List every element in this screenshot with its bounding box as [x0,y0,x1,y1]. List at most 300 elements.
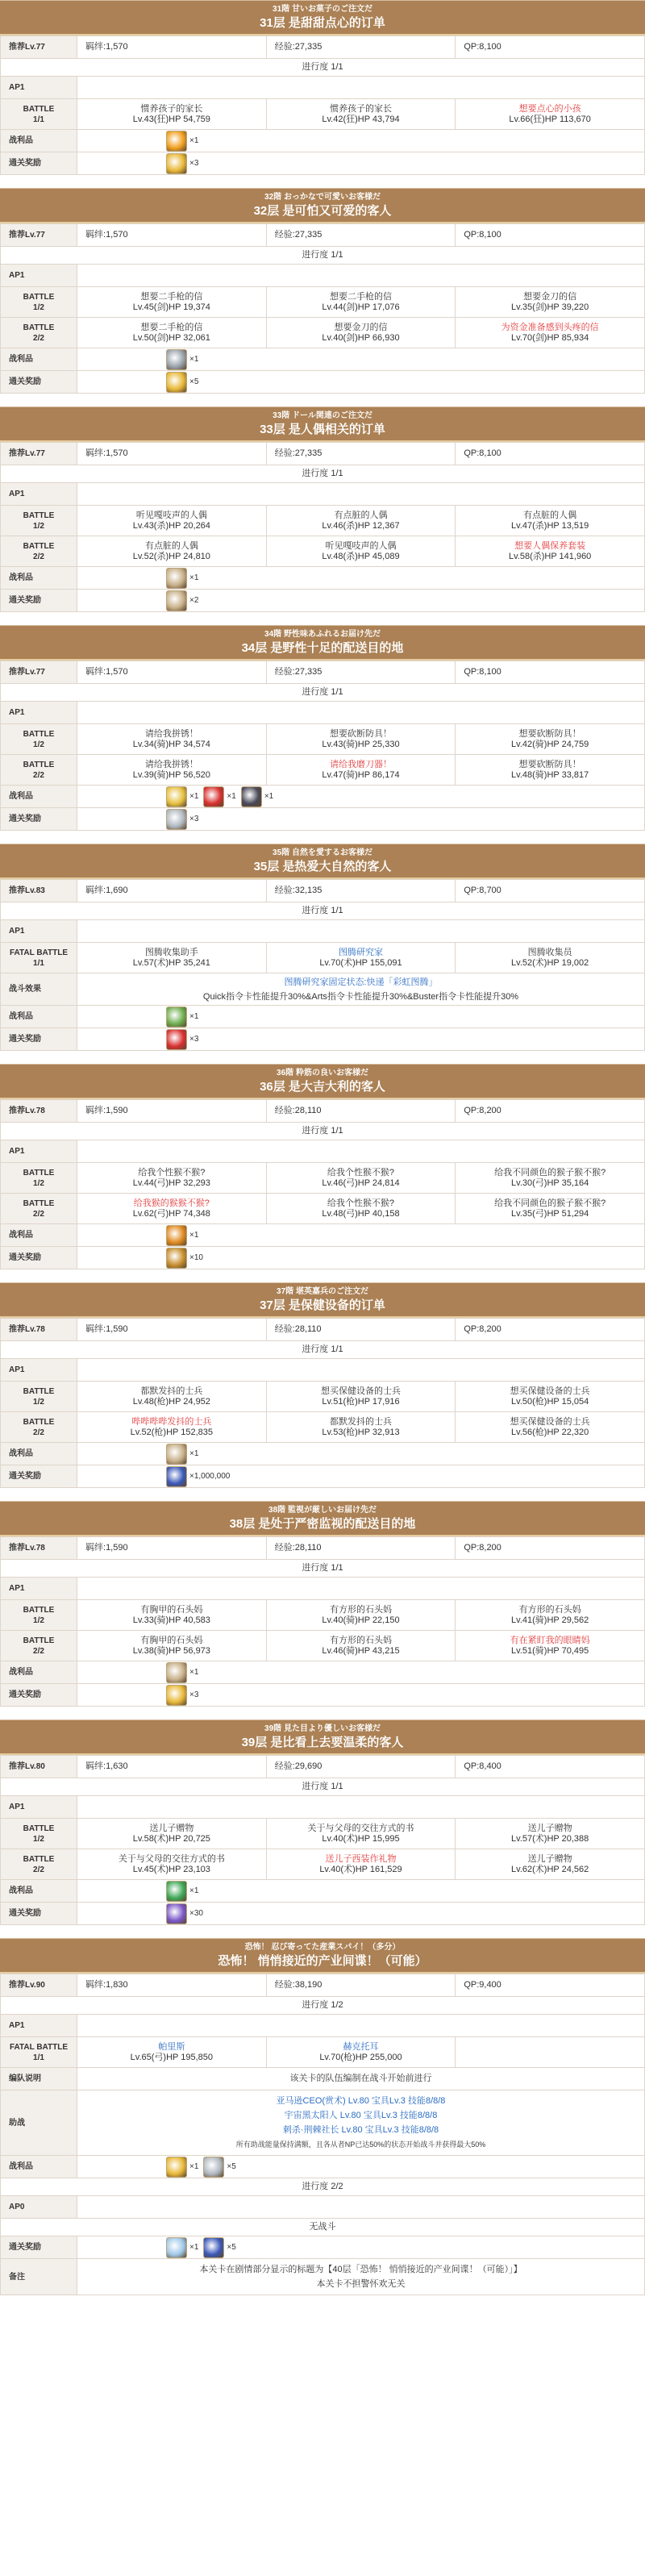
battle-type: BATTLE [23,1198,55,1208]
ap-cost: AP1 [1,920,77,943]
exp-label: 经验: [274,1324,295,1334]
bond-number: 1,830 [106,1980,128,1990]
drops-cell [77,348,645,371]
battle-type: BATTLE [23,1417,55,1427]
recommend-level: 推荐Lv.77 [1,443,77,465]
item-quantity: ×1 [264,792,274,801]
ap-cost: AP0 [1,2196,77,2219]
item-entry[interactable] [166,1225,198,1246]
item-quantity: ×3 [189,159,199,168]
enemy-name: 给我不同颜色的猴子猴不猴? [494,1167,606,1178]
battle-wave: 2/2 [33,1646,44,1656]
section-subtitle: 39階 見た目より優しいお客様だ [264,1724,381,1733]
exp-number: 28,110 [294,1106,322,1115]
bond-value [77,224,267,247]
qp-number: 8,700 [479,886,501,895]
battle-type: BATTLE [23,323,55,332]
progress-text-row [1,1341,645,1359]
stats-row [1,1974,645,1997]
clear-reward-label: 通关奖励 [1,1903,77,1925]
drops-label: 战利品 [1,130,77,152]
item-entry[interactable] [166,153,198,174]
enemy-name: 关于与父母的交往方式的书 [307,1823,414,1833]
enemy-name: 想要人偶保养套装 [514,540,586,551]
item-quantity: ×1 [189,1668,199,1677]
formation-label: 编队说明 [1,2068,77,2090]
item-quantity: ×1 [189,1449,199,1458]
enemy-stats: Lv.46(骑)HP 43,215 [322,1645,400,1656]
exp-number: 29,690 [294,1761,322,1771]
enemy-name: 送儿子赠物 [527,1853,572,1864]
exp-value [266,1974,456,1997]
clear-reward-cell [77,1903,645,1925]
enemy-stats: Lv.53(枪)HP 32,913 [322,1427,400,1437]
item-quantity: ×5 [227,2162,236,2171]
battle-row [1,1194,645,1224]
battle-label [1,1194,77,1224]
qp-label: QP: [464,1324,480,1334]
drops-label: 战利品 [1,786,77,808]
battle-type: BATTLE [23,104,55,114]
qp-value [456,1756,645,1778]
gold-pot-icon [166,786,187,807]
item-entry[interactable] [166,1662,198,1683]
bond-value [77,1974,267,1997]
quest-section [0,406,645,612]
battle-row [1,1163,645,1194]
progress-text: 进行度 1/2 [1,1997,645,2015]
clear-reward-label: 通关奖励 [1,1028,77,1051]
bond-number: 1,570 [106,42,128,52]
enemy-cell [456,1819,645,1849]
enemy-cell [456,1849,645,1880]
section-header [0,1938,645,1974]
drops-cell [77,130,645,152]
enemy-stats: Lv.58(术)HP 20,725 [132,1833,210,1844]
battle-label [1,2037,77,2068]
drops-label: 战利品 [1,1880,77,1903]
drops-row [1,348,645,371]
enemy-cell [456,318,645,348]
exp-number: 27,335 [294,42,322,52]
qp-value [456,1537,645,1560]
item-entry[interactable] [166,2237,198,2258]
clear-reward-row [1,1028,645,1051]
enemy-stats: Lv.40(剑)HP 66,930 [322,332,400,343]
battle-type: BATTLE [23,292,55,302]
enemy-cell [77,1600,267,1631]
exp-number: 27,335 [294,448,322,458]
clear-reward-cell [77,1247,645,1269]
item-quantity: ×1 [189,573,199,582]
remarks-cell [77,2259,645,2295]
battle-label [1,506,77,536]
item-entry[interactable] [241,786,273,807]
item-entry[interactable] [166,1466,230,1487]
ap-row [1,265,645,287]
drops-row [1,1443,645,1465]
quest-table [0,1536,645,1707]
bond-value [77,880,267,902]
item-entry[interactable] [166,349,198,370]
green-leaf-icon [166,1007,187,1027]
quest-section [0,1719,645,1925]
enemy-name: 想要砍断防具！ [518,759,581,769]
enemy-stats: Lv.48(枪)HP 24,952 [132,1396,210,1407]
enemy-stats: Lv.46(杀)HP 12,367 [322,520,400,531]
qp-number: 8,100 [479,667,501,677]
enemy-cell [266,287,456,318]
enemy-cell [77,1819,267,1849]
enemy-cell [77,755,267,786]
silver-gear-icon [166,349,187,370]
bond-value [77,661,267,684]
enemy-stats: Lv.44(弓)HP 32,293 [132,1178,210,1188]
battle-label [1,724,77,755]
clear-reward-label: 通关奖励 [1,1247,77,1269]
exp-value [266,1319,456,1341]
bond-value [77,36,267,59]
battle-type: BATTLE [23,1824,55,1833]
item-quantity: ×10 [189,1253,203,1262]
progress-text: 进行度 1/1 [1,1341,645,1359]
battle-wave: 1/1 [33,958,44,968]
clear-reward-cell [77,1028,645,1051]
item-entry[interactable] [166,1685,198,1706]
enemy-name: 给我个性猴不猴? [138,1167,206,1178]
enemy-stats: Lv.51(枪)HP 17,916 [322,1396,400,1407]
bond-value [77,1100,267,1123]
drops-cell [77,2156,645,2178]
remarks-label: 备注 [1,2259,77,2295]
bond-label: 羁绊: [85,1106,106,1115]
clear-reward-cell [77,590,645,612]
stats-row [1,880,645,902]
clear-reward-cell [77,808,645,831]
section-header [0,1282,645,1318]
enemy-name: 想要二手枪的信 [329,291,392,302]
drops-cell [77,1661,645,1684]
qp-value [456,224,645,247]
item-quantity: ×1 [189,1886,199,1895]
clear-reward-cell [77,371,645,394]
enemy-name: 想要二手枪的信 [140,322,203,332]
qp-value [456,661,645,684]
stats-row [1,224,645,247]
exp-value [266,443,456,465]
item-entry[interactable] [166,1881,198,1902]
item-entry[interactable] [166,590,198,611]
effect-line-1: 图腾研究家固定状态:快递「彩虹图腾」 [284,977,438,987]
item-entry[interactable] [203,786,235,807]
enemy-stats: Lv.70(剑)HP 85,934 [511,332,589,343]
item-entry[interactable] [166,2157,198,2178]
formation-cell: 该关卡的队伍编制在战斗开始前进行 [77,2068,645,2090]
enemy-name: 惯养孩子的家长 [329,103,392,114]
section-title: 33层 是人偶相关的订单 [260,423,385,436]
clear-reward-cell [77,1465,645,1488]
enemy-stats: Lv.57(术)HP 35,241 [132,957,210,968]
battle-wave: 1/1 [33,2053,44,2062]
ap-cost: AP1 [1,483,77,506]
qp-value [456,1974,645,1997]
item-entry[interactable] [166,131,198,152]
bone-icon [166,1662,187,1683]
drops-cell [77,1006,645,1028]
enemy-cell [266,724,456,755]
enemy-stats: Lv.62(术)HP 24,562 [511,1864,589,1874]
bond-number: 1,690 [106,886,128,895]
battle-type: BATTLE [23,1636,55,1645]
enemy-stats: Lv.43(杀)HP 20,264 [132,520,210,531]
enemy-name: 为资金准备感到头疼的信 [501,322,599,332]
quest-table [0,879,645,1051]
enemy-stats: Lv.62(弓)HP 74,348 [132,1208,210,1219]
recommend-level: 推荐Lv.77 [1,224,77,247]
enemy-name: 有胸甲的石头妈 [140,1635,203,1645]
battle-type: BATTLE [23,1605,55,1615]
bond-label: 羁绊: [85,448,106,458]
section-title: 37层 是保健设备的订单 [260,1298,385,1312]
gold-card-icon [166,153,187,174]
battle-wave: 2/2 [33,333,44,343]
enemy-stats: Lv.40(术)HP 161,529 [319,1864,402,1874]
clear-reward-row [1,1465,645,1488]
item-entry[interactable] [166,1007,198,1027]
remark-line-1: 本关卡在剧情部分显示的标题为【40层「恐怖！ 悄悄接近的产业间谍！（可能）」】 [199,2265,522,2274]
progress-text: 进行度 1/1 [1,1560,645,1578]
ap-spacer [77,2015,645,2037]
clear-reward-row [1,152,645,175]
enemy-stats: Lv.34(骑)HP 34,574 [132,739,210,749]
clear-reward-label: 通关奖励 [1,590,77,612]
battle-effect-row [1,973,645,1006]
empty-cell [456,2037,645,2068]
ap-cost: AP1 [1,1359,77,1382]
battle-row [1,755,645,786]
enemy-stats: Lv.52(枪)HP 152,835 [130,1427,213,1437]
recommend-level: 推荐Lv.78 [1,1319,77,1341]
item-entry[interactable] [166,809,198,830]
enemy-stats: Lv.43(狂)HP 54,759 [132,114,210,124]
enemy-stats: Lv.56(枪)HP 22,320 [511,1427,589,1437]
ap-cost: AP1 [1,1140,77,1163]
final-section [0,1938,645,2295]
qp-value [456,443,645,465]
battle-row [1,943,645,973]
quest-table [0,35,645,175]
section-title: 38层 是处于严密监视的配送目的地 [229,1517,416,1531]
ap-cost: AP1 [1,1578,77,1600]
section-subtitle: 33階 ドール関連のご注文だ [273,411,372,420]
battle-label [1,1631,77,1661]
drops-cell [77,1443,645,1465]
ap-row [1,2015,645,2037]
item-entry[interactable] [166,1444,198,1465]
ap-cost: AP1 [1,2015,77,2037]
clear-reward-label: 通关奖励 [1,371,77,394]
section-title: 31层 是甜甜点心的订单 [260,16,385,30]
enemy-cell [266,506,456,536]
battle-type: FATAL BATTLE [9,948,69,957]
exp-label: 经验: [274,1980,295,1990]
battle-row [1,99,645,130]
recommend-level: 推荐Lv.77 [1,36,77,59]
section-subtitle: 恐怖！ 忍び寄ってた産業スパイ！（多分） [244,1943,401,1952]
progress-text-row [1,2178,645,2196]
quest-section [0,625,645,831]
progress-text: 进行度 1/1 [1,465,645,483]
item-entry[interactable] [166,372,198,393]
progress-text: 进行度 1/1 [1,1778,645,1796]
enemy-cell [77,287,267,318]
drops-row [1,567,645,590]
enemy-name: 惯养孩子的家长 [140,103,203,114]
quest-table [0,1099,645,1269]
ap-row [1,483,645,506]
enemy-cell [77,724,267,755]
progress-text-row [1,59,645,77]
battle-wave: 2/2 [33,1209,44,1219]
progress-text-row [1,902,645,920]
enemy-stats: Lv.50(剑)HP 32,061 [132,332,210,343]
bond-label: 羁绊: [85,886,106,895]
bond-label: 羁绊: [85,1761,106,1771]
clear-reward-cell [77,152,645,175]
drops-label: 战利品 [1,1661,77,1684]
enemy-name: 想要二手枪的信 [140,291,203,302]
drops-cell [77,786,645,808]
exp-value [266,36,456,59]
recommend-level: 推荐Lv.78 [1,1537,77,1560]
enemy-cell [266,318,456,348]
item-entry[interactable] [166,568,198,589]
blue-gem-icon [203,2237,224,2258]
enemy-stats: Lv.42(骑)HP 24,759 [511,739,589,749]
recommend-level: 推荐Lv.90 [1,1974,77,1997]
ap-row [1,2196,645,2219]
clear-reward-row [1,371,645,394]
clear-reward-row [1,590,645,612]
item-quantity: ×3 [189,1690,199,1699]
qp-number: 8,200 [479,1324,501,1334]
enemy-stats: Lv.48(骑)HP 33,817 [511,769,589,780]
enemy-cell [456,99,645,130]
rainbow-star-icon [166,2237,187,2258]
item-entry[interactable] [203,2157,235,2178]
battle-label [1,1412,77,1443]
quest-section [0,1501,645,1707]
enemy-name: 送儿子赠物 [149,1823,194,1833]
qp-label: QP: [464,42,480,52]
enemy-stats: Lv.50(枪)HP 15,054 [511,1396,589,1407]
progress-text: 进行度 2/2 [1,2178,645,2196]
exp-label: 经验: [274,230,295,240]
enemy-name: 给我不同颜色的猴子猴不猴? [494,1198,606,1208]
bond-label: 羁绊: [85,1543,106,1553]
enemy-stats: Lv.45(剑)HP 19,374 [132,302,210,312]
clear-reward-label: 通关奖励 [1,1684,77,1707]
enemy-name: 有方形的石头妈 [518,1604,581,1615]
battle-label [1,755,77,786]
enemy-name: 有方形的石头妈 [329,1635,392,1645]
item-quantity: ×1 [189,2162,199,2171]
enemy-cell [266,1600,456,1631]
item-entry[interactable] [166,786,198,807]
enemy-cell [77,1849,267,1880]
ap-spacer [77,483,645,506]
item-quantity: ×5 [227,2243,236,2252]
clear-reward-row [1,1247,645,1269]
battle-row [1,318,645,348]
enemy-name: 有胸甲的石头妈 [140,1604,203,1615]
enemy-stats: Lv.66(狂)HP 113,670 [509,114,591,124]
exp-label: 经验: [274,1761,295,1771]
battle-type: BATTLE [23,1386,55,1396]
progress-text: 进行度 1/1 [1,59,645,77]
battle-effect-label: 战斗效果 [1,973,77,1006]
bond-label: 羁绊: [85,42,106,52]
quest-section [0,0,645,175]
section-subtitle: 34階 野性味あふれるお届け先だ [264,630,381,639]
enemy-name: 有在紧盯我的眼睛妈 [510,1635,590,1645]
battle-row [1,287,645,318]
item-entry[interactable] [166,1248,203,1269]
purple-gem-icon [166,1903,187,1924]
ap-cost: AP1 [1,77,77,99]
item-entry[interactable] [166,1903,203,1924]
qp-label: QP: [464,1106,480,1115]
quest-section [0,844,645,1051]
dark-orb-icon [241,786,262,807]
enemy-stats: Lv.33(骑)HP 40,583 [132,1615,210,1625]
item-entry[interactable] [203,2237,235,2258]
section-header [0,1719,645,1755]
support-line: 刺杀·荆棘社长 Lv.80 宝具Lv.3 技能8/8/8 [282,2125,439,2135]
clear-reward-label: 通关奖励 [1,152,77,175]
drops-label: 战利品 [1,1224,77,1247]
enemy-name: 帕里斯 [158,2041,185,2052]
enemy-name: 有点脏的人偶 [144,540,198,551]
section-header [0,844,645,879]
battle-wave: 1/2 [33,1834,44,1844]
enemy-stats: Lv.52(杀)HP 24,810 [132,551,210,561]
battle-wave: 1/2 [33,302,44,312]
enemy-stats: Lv.58(杀)HP 141,960 [508,551,592,561]
support-label: 助战 [1,2090,77,2156]
section-header [0,406,645,442]
drops-cell [77,567,645,590]
battle-wave: 2/2 [33,552,44,561]
enemy-cell [77,943,267,973]
green-gem-icon [166,1881,187,1902]
qp-value [456,880,645,902]
item-entry[interactable] [166,1029,198,1050]
ap-spacer [77,265,645,287]
qp-label: QP: [464,448,480,458]
qp-label: QP: [464,886,480,895]
bond-label: 羁绊: [85,1324,106,1334]
bond-number: 1,590 [106,1543,128,1553]
enemy-name: 请给我磨刀器！ [329,759,392,769]
section-subtitle: 31階 甘いお菓子のご注文だ [273,5,372,14]
enemy-cell [266,1412,456,1443]
drops-cell [77,1880,645,1903]
enemy-name: 都默发抖的士兵 [140,1386,203,1396]
bond-number: 1,570 [106,230,128,240]
recommend-level: 推荐Lv.80 [1,1756,77,1778]
enemy-cell [266,1194,456,1224]
